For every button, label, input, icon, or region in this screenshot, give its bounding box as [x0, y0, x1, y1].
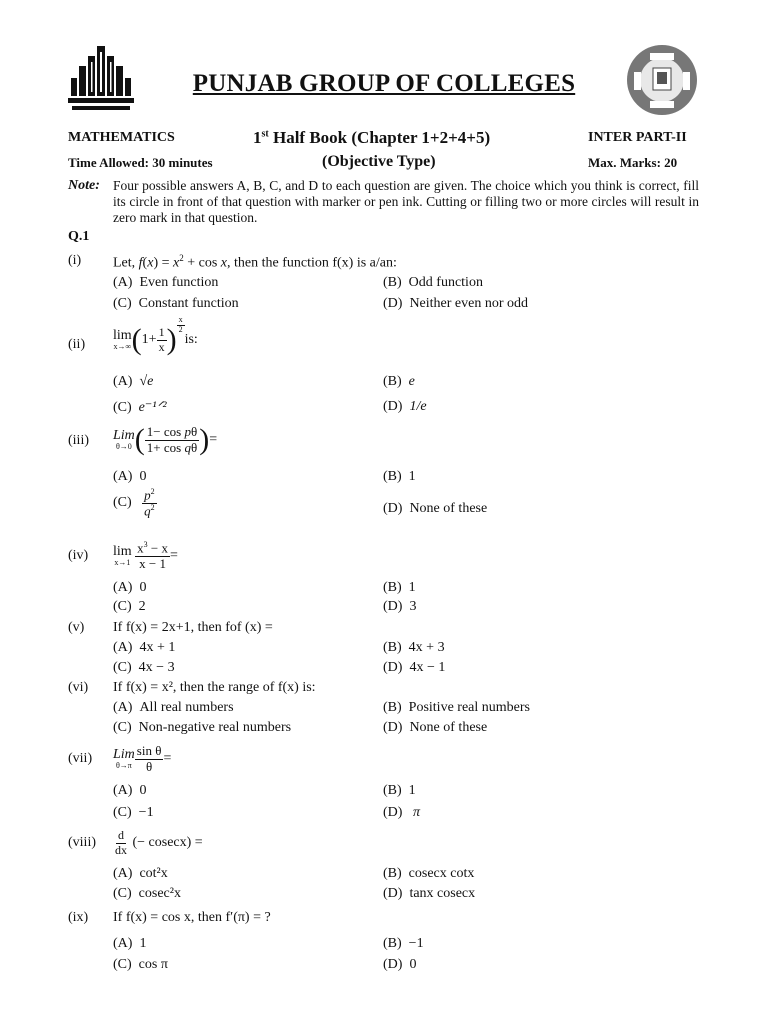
book-title: 1st Half Book (Chapter 1+2+4+5)	[253, 128, 491, 147]
option-c[interactable]: (C) e⁻¹ᐟ²	[113, 400, 167, 415]
option-a[interactable]: (A) All real numbers	[113, 700, 234, 715]
question-stem: lim x→1 $\frac{x^3 - x}{x - 1}$ =	[113, 540, 178, 571]
part-label: INTER PART-II	[588, 130, 687, 145]
option-c[interactable]: (C) $\frac{p^2}{q^2}$	[113, 487, 155, 518]
option-d[interactable]: (D) None of these	[383, 720, 488, 735]
option-a[interactable]: (A) 0	[113, 783, 147, 798]
option-c[interactable]: (C) cos π	[113, 957, 168, 972]
question-number: (iii)	[68, 433, 89, 448]
option-d[interactable]: (D) 3	[383, 599, 417, 614]
option-a[interactable]: (A) √e	[113, 374, 154, 389]
option-d[interactable]: (D) 4x − 1	[383, 660, 446, 675]
option-a[interactable]: (A) 0	[113, 580, 147, 595]
option-d[interactable]: (D) 1/e	[383, 399, 427, 414]
option-b[interactable]: (B) e	[383, 374, 415, 389]
note-text: Four possible answers A, B, C, and D to each question are given. The choice which you think is correct, fill its circle in front of that question with marker or pen ink. Cutting or filling two or more circles will result in zero mark in that question.	[113, 178, 699, 225]
option-d[interactable]: (D) π	[383, 805, 420, 820]
option-b[interactable]: (B) Odd function	[383, 275, 483, 290]
option-d[interactable]: (D) 0	[383, 957, 417, 972]
option-d[interactable]: (D) tanx cosecx	[383, 886, 476, 901]
section-label: Q.1	[68, 229, 90, 244]
option-b[interactable]: (B) −1	[383, 936, 424, 951]
option-a[interactable]: (A) 4x + 1	[113, 640, 176, 655]
option-c[interactable]: (C) cosec²x	[113, 886, 181, 901]
option-b[interactable]: (B) 1	[383, 580, 416, 595]
time-allowed: Time Allowed: 30 minutes	[68, 155, 213, 170]
option-b[interactable]: (B) cosecx cotx	[383, 866, 475, 881]
option-b[interactable]: (B) 4x + 3	[383, 640, 445, 655]
question-number: (vii)	[68, 751, 93, 766]
question-number: (i)	[68, 253, 82, 268]
option-b[interactable]: (B) 1	[383, 469, 416, 484]
option-c[interactable]: (C) Constant function	[113, 296, 239, 311]
question-stem: lim x→∞ ( 1+ $\frac{1}{x}$ ) $\frac{x}{2}$ is:	[113, 315, 198, 356]
question-number: (vi)	[68, 680, 89, 695]
option-c[interactable]: (C) 2	[113, 599, 146, 614]
question-stem: If f(x) = 2x+1, then fof (x) =	[113, 620, 273, 635]
question-stem: Lim θ→π $\frac{\text{sin θ}}{\theta}$ =	[113, 743, 172, 774]
question-stem: Lim θ→0 ( $\frac{\text{1− cos pθ}}{\text{1+ cos qθ}}$ ) =	[113, 423, 218, 456]
option-d[interactable]: (D) None of these	[383, 501, 488, 516]
subject-label: MATHEMATICS	[68, 130, 175, 145]
question-stem: $\frac{d}{dx}$ (− cosecx) =	[115, 828, 203, 857]
paper-type: (Objective Type)	[322, 153, 436, 170]
question-stem: Let, $f(x) = x^2 + \cos x$, then the function f(x) is a/an:	[113, 253, 397, 271]
question-stem: If f(x) = cos x, then f′(π) = ?	[113, 910, 271, 925]
option-a[interactable]: (A) 0	[113, 469, 147, 484]
option-a[interactable]: (A) 1	[113, 936, 147, 951]
option-a[interactable]: (A) Even function	[113, 275, 219, 290]
question-number: (v)	[68, 620, 85, 635]
page-title: PUNJAB GROUP OF COLLEGES	[192, 70, 576, 97]
question-number: (iv)	[68, 548, 89, 563]
option-b[interactable]: (B) Positive real numbers	[383, 700, 530, 715]
note-label: Note:	[68, 178, 100, 193]
max-marks: Max. Marks: 20	[588, 155, 678, 170]
option-b[interactable]: (B) 1	[383, 783, 416, 798]
option-c[interactable]: (C) 4x − 3	[113, 660, 175, 675]
question-stem: If f(x) = x², then the range of f(x) is:	[113, 680, 316, 695]
question-number: (viii)	[68, 835, 96, 850]
option-c[interactable]: (C) Non-negative real numbers	[113, 720, 292, 735]
option-a[interactable]: (A) cot²x	[113, 866, 168, 881]
option-d[interactable]: (D) Neither even nor odd	[383, 296, 529, 311]
question-number: (ii)	[68, 337, 86, 352]
option-c[interactable]: (C) −1	[113, 805, 154, 820]
question-number: (ix)	[68, 910, 89, 925]
